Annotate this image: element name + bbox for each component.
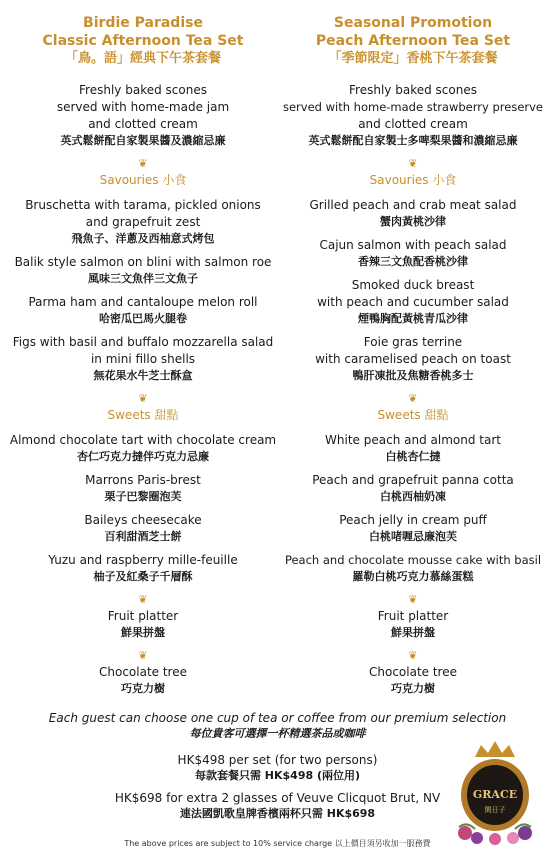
price-champagne: HK$698 for extra 2 glasses of Veuve Clicquot Brut, NV 連法國凱歌皇牌香檳兩杯只需 HK$698 bbox=[114, 791, 441, 820]
menu-item: Foie gras terrine with caramelised peach on toast 鴨肝凍批及焦糖香桃多士 bbox=[315, 335, 511, 382]
menu-item: Bruschetta with tarama, pickled onions and grapefruit zest 飛魚子、洋蔥及西柚意式烤包 bbox=[25, 198, 261, 245]
section-heading-savouries: Savouries 小食 bbox=[99, 173, 187, 187]
svg-text:GRACE: GRACE bbox=[472, 788, 518, 801]
menu-item: Balik style salmon on blini with salmon roe 風味三文魚伴三文魚子 bbox=[14, 255, 272, 285]
scones-item: Freshly baked scones served with home-made strawberry preserve and clotted cream 英式鬆餅配自家製士多啤梨果醬和濃縮忌廉 bbox=[282, 83, 543, 147]
menu-title-zh: 「季節限定」香桃下午茶套餐 bbox=[328, 51, 498, 66]
ornament-icon: ❦ bbox=[138, 593, 148, 606]
ornament-icon: ❦ bbox=[408, 392, 418, 405]
menu-item: Baileys cheesecake 百利甜酒芝士餅 bbox=[84, 513, 202, 543]
menu-title: Seasonal Promotion bbox=[333, 15, 493, 31]
menu-item: Marrons Paris-brest 栗子巴黎圈泡芙 bbox=[85, 473, 201, 503]
menu-item: Almond chocolate tart with chocolate cream 杏仁巧克力撻伴巧克力忌廉 bbox=[9, 433, 277, 463]
scones-item: Freshly baked scones served with home-made jam and clotted cream 英式鬆餅配自家製果醬及濃縮忌廉 bbox=[56, 83, 230, 147]
beverage-note: Each guest can choose one cup of tea or coffee from our premium selection 每位貴客可選擇一杯精選茶品或咖啡 bbox=[48, 711, 507, 740]
section-heading-sweets: Sweets 甜點 bbox=[107, 408, 179, 422]
menu-item: Peach and grapefruit panna cotta 白桃西柚奶凍 bbox=[312, 473, 514, 503]
menu-item: Yuzu and raspberry mille-feuille 柚子及紅桑子千層酥 bbox=[48, 553, 238, 583]
section-heading-savouries: Savouries 小食 bbox=[369, 173, 457, 187]
peach-menu-column bbox=[278, 14, 548, 704]
menu-subtitle: Peach Afternoon Tea Set bbox=[315, 33, 511, 49]
menu-item: Chocolate tree 巧克力樹 bbox=[369, 665, 457, 695]
ornament-icon: ❦ bbox=[138, 392, 148, 405]
menu-item: Parma ham and cantaloupe melon roll 哈密瓜巴馬火腿卷 bbox=[28, 295, 258, 325]
menu-item: Figs with basil and buffalo mozzarella salad in mini fillo shells 無花果水牛芝士酥盒 bbox=[12, 335, 274, 382]
classic-menu-column bbox=[8, 14, 278, 704]
menu-item: Cajun salmon with peach salad 香辣三文魚配香桃沙律 bbox=[319, 238, 507, 268]
price-set: HK$498 per set (for two persons) 每款套餐只需 HK$498 (兩位用) bbox=[177, 753, 378, 782]
menu-item: Peach jelly in cream puff 白桃啫喱忌廉泡芙 bbox=[339, 513, 487, 543]
ornament-icon: ❦ bbox=[408, 593, 418, 606]
menu-item: Fruit platter 鮮果拼盤 bbox=[107, 609, 179, 639]
menu-item: Grilled peach and crab meat salad 蟹肉黃桃沙律 bbox=[309, 198, 517, 228]
ornament-icon: ❦ bbox=[138, 157, 148, 170]
ornament-icon: ❦ bbox=[138, 649, 148, 662]
ornament-icon: ❦ bbox=[408, 157, 418, 170]
menu-title-zh: 「鳥。語」經典下午茶套餐 bbox=[64, 51, 221, 66]
menu-item: Fruit platter 鮮果拼盤 bbox=[377, 609, 449, 639]
menu-title: Birdie Paradise bbox=[83, 15, 203, 31]
ornament-icon: ❦ bbox=[408, 649, 418, 662]
svg-text:閑日子: 閑日子 bbox=[484, 806, 506, 814]
menu-subtitle: Classic Afternoon Tea Set bbox=[42, 33, 244, 49]
grace-logo-icon bbox=[455, 735, 535, 845]
menu-item: White peach and almond tart 白桃杏仁撻 bbox=[325, 433, 501, 463]
menu-item: Peach and chocolate mousse cake with basil 羅勒白桃巧克力慕絲蛋糕 bbox=[284, 553, 542, 583]
section-heading-sweets: Sweets 甜點 bbox=[377, 408, 449, 422]
menu-item: Chocolate tree 巧克力樹 bbox=[99, 665, 187, 695]
service-charge-note: The above prices are subject to 10% service charge 以上價目須另收加一服務費 bbox=[124, 839, 431, 848]
menu-item: Smoked duck breast with peach and cucumber salad 煙鴨胸配黃桃青瓜沙律 bbox=[317, 278, 509, 325]
